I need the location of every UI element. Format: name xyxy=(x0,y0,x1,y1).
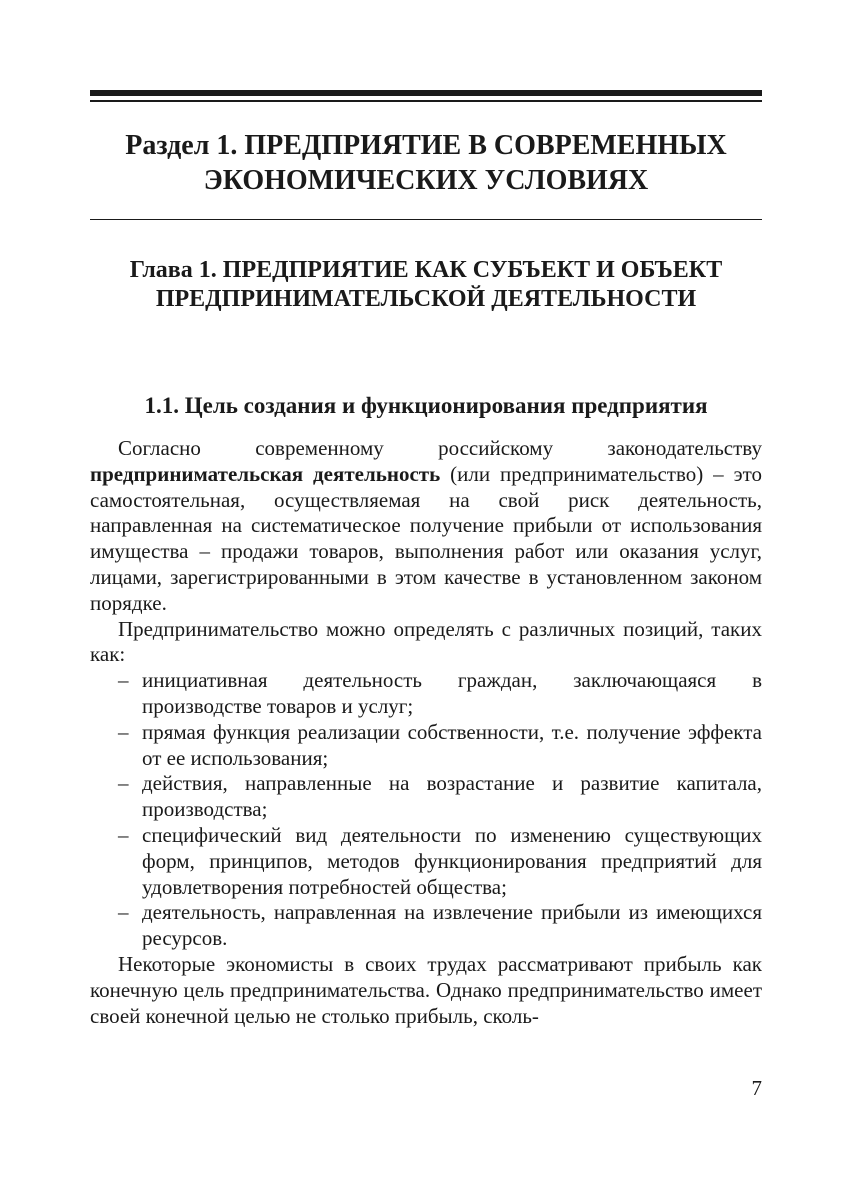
list-item xyxy=(90,720,762,772)
list-item-text: инициативная деятельность граждан, заключающаяся в производстве товаров и услуг; xyxy=(142,668,762,718)
paragraph-definition-lead: Согласно современному российскому законодательству xyxy=(118,436,762,460)
list-item xyxy=(90,771,762,823)
paragraph-profit-goal: Некоторые экономисты в своих трудах рассматривают прибыль как конечную цель предпринимательства. Однако предпринимательство имеет своей конечной целью не столько прибыль, сколь- xyxy=(90,951,762,1028)
section-divider-rule xyxy=(90,219,762,220)
list-dash: – xyxy=(118,900,129,925)
list-dash: – xyxy=(118,822,129,847)
chapter-title-line-1: Глава 1. ПРЕДПРИЯТИЕ КАК СУБЪЕКТ И ОБЪЕКТ xyxy=(129,257,723,283)
list-dash: – xyxy=(118,668,129,693)
chapter-title-line-2: ПРЕДПРИНИМАТЕЛЬСКОЙ ДЕЯТЕЛЬНОСТИ xyxy=(155,286,697,312)
list-item xyxy=(90,823,762,900)
list-item xyxy=(90,900,762,952)
term-entrepreneurial-activity: предпринимательская деятельность xyxy=(90,461,441,486)
chapter-title xyxy=(90,256,762,314)
list-item-text: прямая функция реализации собственности, т.е. получение эффекта от ее использования; xyxy=(142,719,762,770)
section-title xyxy=(90,128,762,198)
paragraph-definition xyxy=(90,436,762,617)
list-item-text: деятельность, направленная на извлечение прибыли из имеющихся ресурсов. xyxy=(142,900,762,951)
paragraph-definition-rest: (или предпринимательство) – это самостоятельная, осуществляемая на свой риск деятельность, направленная на систематическое получение прибыли от использования имущества – продажи товаров, выполнения работ или оказания услуг, лицами, зарегистрированными в этом качестве в установленном законом порядке. xyxy=(90,461,762,615)
page-number: 7 xyxy=(751,1076,762,1100)
list-dash: – xyxy=(118,719,129,744)
list-dash: – xyxy=(118,771,129,796)
top-thin-rule xyxy=(90,100,762,102)
section-title-line-1: Раздел 1. ПРЕДПРИЯТИЕ В СОВРЕМЕННЫХ xyxy=(125,130,727,161)
list-item-text: специфический вид деятельности по изменению существующих форм, принципов, методов функционирования предприятий для удовлетворения потребностей общества; xyxy=(142,822,762,899)
paragraph-positions-intro: Предпринимательство можно определять с различных позиций, таких как: xyxy=(90,616,762,667)
section-title-line-2: ЭКОНОМИЧЕСКИХ УСЛОВИЯХ xyxy=(203,165,649,196)
top-thick-rule xyxy=(90,90,762,96)
positions-list xyxy=(90,668,762,952)
list-item xyxy=(90,668,762,720)
body-text xyxy=(90,436,762,1029)
subsection-title: 1.1. Цель создания и функционирования предприятия xyxy=(144,393,708,418)
list-item-text: действия, направленные на возрастание и развитие капитала, производства; xyxy=(142,771,762,822)
